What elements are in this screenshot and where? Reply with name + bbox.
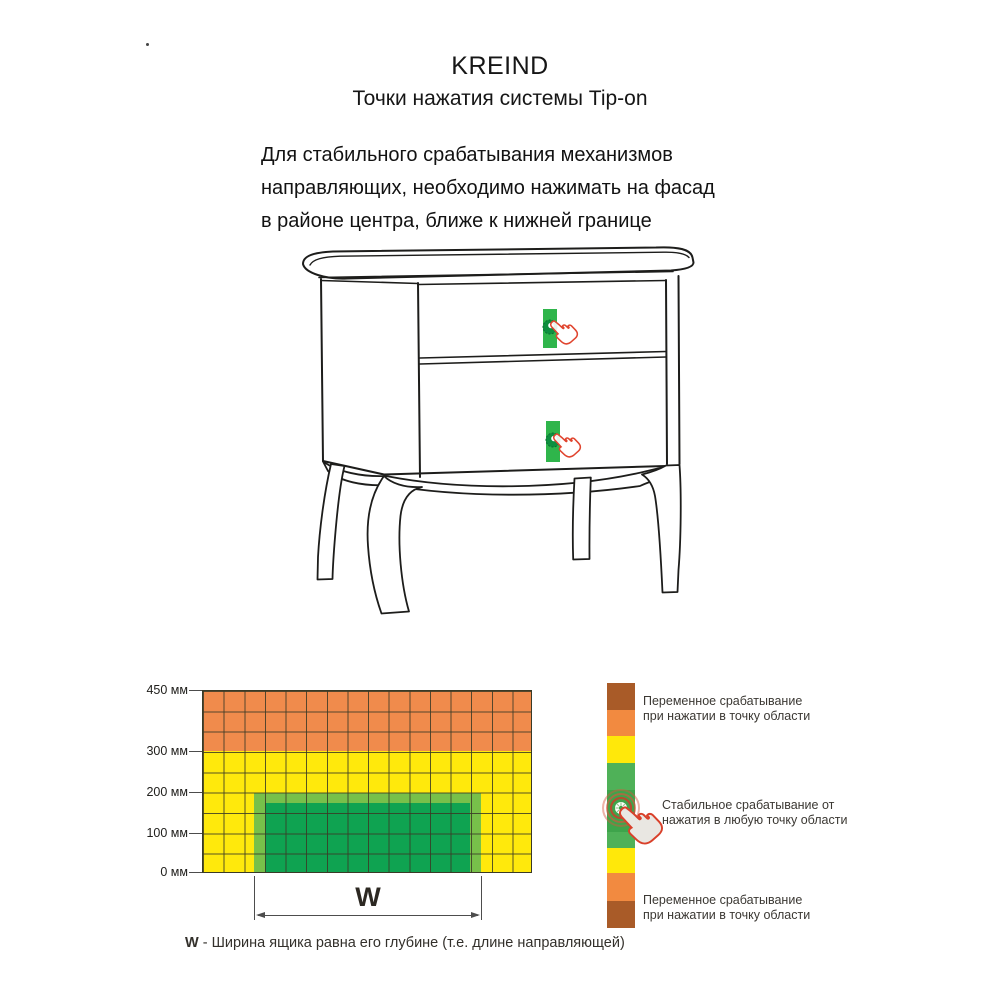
tick-0mm: 0 мм xyxy=(160,865,188,879)
tick-300mm: 300 мм xyxy=(146,744,188,758)
legend-seg-brown xyxy=(607,901,635,928)
intro-line-3: в районе центра, ближе к нижней границе xyxy=(261,210,652,232)
front-left-leg xyxy=(368,476,422,614)
legend-item-variable-top xyxy=(643,694,810,723)
legend-item-variable-bottom xyxy=(643,893,810,922)
legend-text: при нажатии в точку области xyxy=(643,907,811,922)
legend-text: Переменное срабатывание xyxy=(643,893,803,907)
back-right-leg xyxy=(573,478,591,560)
tap-target-icon xyxy=(592,776,670,852)
dimension-line-right xyxy=(481,876,482,920)
tick-line xyxy=(189,792,202,793)
width-label: W xyxy=(355,882,381,912)
caption-text: - Ширина ящика равна его глубине (т.е. длине направляющей) xyxy=(198,935,625,951)
press-point-icon-bottom xyxy=(546,421,583,462)
base-apron xyxy=(323,462,666,495)
legend-seg-orange xyxy=(607,873,635,901)
tick-line xyxy=(189,872,202,873)
tick-line xyxy=(189,690,202,691)
press-point-icon-top xyxy=(543,309,580,348)
caption-w: W xyxy=(185,935,199,951)
tick-line xyxy=(189,833,202,834)
page-subtitle: Точки нажатия системы Tip-on xyxy=(352,87,648,110)
intro-line-2: направляющих, необходимо нажимать на фасад xyxy=(261,177,715,199)
tick-line xyxy=(189,751,202,752)
intro-line-1: Для стабильного срабатывания механизмов xyxy=(261,144,673,166)
legend-text: Стабильное срабатывание от xyxy=(662,798,835,812)
dimension-line-left xyxy=(254,876,255,920)
tick-200mm: 200 мм xyxy=(146,785,188,799)
arrow-right-icon xyxy=(471,912,480,918)
back-left-leg xyxy=(318,464,345,580)
legend-item-stable xyxy=(662,798,847,827)
press-zone-chart xyxy=(202,690,532,873)
legend-text: Переменное срабатывание xyxy=(643,694,803,708)
tick-450mm: 450 мм xyxy=(146,683,188,697)
legend-seg-brown xyxy=(607,683,635,710)
drawer-gap-line xyxy=(420,352,666,359)
legend-seg-orange xyxy=(607,710,635,736)
chart-caption xyxy=(185,935,625,951)
brand-title: KREIND xyxy=(451,52,549,80)
legend-text: нажатия в любую точку области xyxy=(662,812,848,827)
arrow-left-icon xyxy=(256,912,265,918)
front-right-leg xyxy=(642,465,681,593)
legend-seg-yellow xyxy=(607,736,635,763)
cabinet-outline xyxy=(303,247,694,613)
grid-lines xyxy=(202,690,532,873)
legend-text: при нажатии в точку области xyxy=(643,708,811,723)
tick-100mm: 100 мм xyxy=(146,826,188,840)
dimension-arrow-line xyxy=(258,915,478,916)
